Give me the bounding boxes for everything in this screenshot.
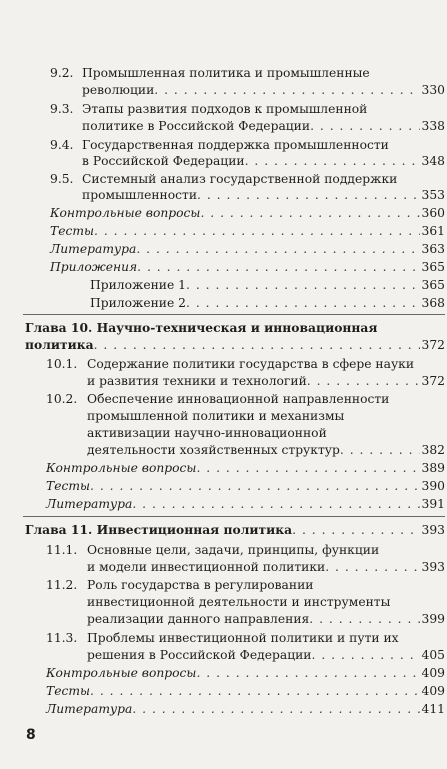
leader-dots bbox=[136, 241, 419, 257]
entry-title-line: революции bbox=[82, 83, 155, 97]
entry-title-line: Контрольные вопросы bbox=[46, 666, 197, 680]
entry-page: 409 bbox=[421, 666, 445, 680]
chapter-page: 393 bbox=[421, 523, 445, 537]
entry-number: 9.5. bbox=[50, 172, 74, 186]
entry-title-line: Тесты bbox=[50, 224, 95, 238]
chapter-page: 372 bbox=[421, 338, 445, 352]
leader-dots bbox=[186, 277, 420, 293]
leader-dots bbox=[196, 460, 419, 476]
entry-page: 391 bbox=[421, 497, 445, 511]
entry-page: 365 bbox=[421, 260, 445, 274]
entry-title-line: реализации данного направления bbox=[87, 612, 310, 626]
entry-page: 390 bbox=[421, 479, 445, 493]
entry-title-line: Контрольные вопросы bbox=[46, 461, 197, 475]
leader-dots bbox=[245, 153, 420, 169]
entry-page: 409 bbox=[421, 684, 445, 698]
toc-entry-review-questions bbox=[50, 205, 445, 221]
leader-dots bbox=[154, 82, 419, 98]
leader-dots bbox=[292, 522, 419, 538]
leader-dots bbox=[90, 478, 419, 494]
leader-dots bbox=[196, 665, 419, 681]
entry-number: 10.1. bbox=[46, 357, 78, 371]
entry-title-line: Литература bbox=[50, 242, 137, 256]
entry-title-line: промышленной политики и механизмы bbox=[87, 409, 345, 423]
toc-entry-literature bbox=[50, 241, 445, 257]
leader-dots bbox=[312, 647, 420, 663]
entry-number: 9.2. bbox=[50, 66, 74, 80]
toc-entry-appendices bbox=[50, 259, 445, 275]
toc-entry-literature bbox=[46, 496, 445, 512]
entry-title-line: активизации научно-инновационной bbox=[87, 426, 327, 440]
page-number: 8 bbox=[26, 727, 36, 743]
entry-title-line: Тесты bbox=[46, 479, 91, 493]
entry-title-line: Литература bbox=[46, 497, 133, 511]
entry-title-line: Роль государства в регулировании bbox=[87, 578, 314, 592]
entry-page: 338 bbox=[421, 119, 445, 133]
entry-page: 382 bbox=[421, 443, 445, 457]
chapter-title-line: Глава 11. Инвестиционная политика bbox=[25, 522, 293, 537]
chapter-heading bbox=[25, 522, 445, 538]
entry-number: 11.3. bbox=[46, 631, 78, 645]
entry-page: 372 bbox=[421, 374, 445, 388]
entry-page: 368 bbox=[421, 296, 445, 310]
entry-page: 348 bbox=[421, 154, 445, 168]
toc-entry-tests bbox=[46, 478, 445, 494]
entry-page: 389 bbox=[421, 461, 445, 475]
entry-title-line: Этапы развития подходов к промышленной bbox=[82, 102, 368, 116]
leader-dots bbox=[310, 118, 419, 134]
entry-page: 365 bbox=[421, 278, 445, 292]
toc-entry-review-questions bbox=[46, 665, 445, 681]
entry-title-line: Проблемы инвестиционной политики и пути их bbox=[87, 631, 399, 645]
chapter-title-line: политика bbox=[25, 337, 94, 352]
toc-entry-appendix-2 bbox=[90, 295, 445, 311]
entry-page: 411 bbox=[421, 702, 445, 716]
leader-dots bbox=[197, 187, 419, 203]
entry-number: 9.3. bbox=[50, 102, 74, 116]
leader-dots bbox=[132, 496, 419, 512]
leader-dots bbox=[309, 611, 419, 627]
entry-page: 393 bbox=[421, 560, 445, 574]
entry-page: 363 bbox=[421, 242, 445, 256]
entry-title-line: в Российской Федерации bbox=[82, 154, 245, 168]
entry-title-line: Контрольные вопросы bbox=[50, 206, 201, 220]
entry-title-line: Промышленная политика и промышленные bbox=[82, 66, 370, 80]
entry-title-line: промышленности bbox=[82, 188, 198, 202]
entry-number: 11.1. bbox=[46, 543, 78, 557]
entry-title-line: деятельности хозяйственных структур bbox=[87, 443, 340, 457]
entry-page: 360 bbox=[421, 206, 445, 220]
toc-entry-literature bbox=[46, 701, 445, 717]
entry-page: 361 bbox=[421, 224, 445, 238]
entry-title-line: решения в Российской Федерации bbox=[87, 648, 312, 662]
entry-title-line: инвестиционной деятельности и инструменты bbox=[87, 595, 391, 609]
entry-title-line: Основные цели, задачи, принципы, функции bbox=[87, 543, 380, 557]
toc-entry-review-questions bbox=[46, 460, 445, 476]
entry-page: 353 bbox=[421, 188, 445, 202]
toc-entry-tests bbox=[50, 223, 445, 239]
section-divider bbox=[23, 516, 445, 517]
entry-number: 10.2. bbox=[46, 392, 78, 406]
leader-dots bbox=[137, 259, 419, 275]
entry-title-line: и развития техники и технологий bbox=[87, 374, 307, 388]
entry-title-line: Литература bbox=[46, 702, 133, 716]
leader-dots bbox=[90, 683, 419, 699]
entry-title-line: Тесты bbox=[46, 684, 91, 698]
entry-title-line: Обеспечение инновационной направленности bbox=[87, 392, 390, 406]
leader-dots bbox=[307, 373, 420, 389]
entry-page: 405 bbox=[421, 648, 445, 662]
entry-page: 330 bbox=[421, 83, 445, 97]
entry-number: 11.2. bbox=[46, 578, 78, 592]
entry-title-line: Приложение 1 bbox=[90, 278, 186, 292]
leader-dots bbox=[132, 701, 419, 717]
leader-dots bbox=[200, 205, 419, 221]
toc-entry-appendix-1 bbox=[90, 277, 445, 293]
entry-title-line: Приложения bbox=[50, 260, 138, 274]
leader-dots bbox=[94, 337, 420, 353]
leader-dots bbox=[340, 442, 420, 458]
toc-entry-tests bbox=[46, 683, 445, 699]
leader-dots bbox=[325, 559, 419, 575]
entry-title-line: политике в Российской Федерации bbox=[82, 119, 311, 133]
entry-number: 9.4. bbox=[50, 138, 74, 152]
entry-title-line: Содержание политики государства в сфере науки bbox=[87, 357, 415, 371]
entry-title-line: Государственная поддержка промышленности bbox=[82, 138, 389, 152]
entry-title-line: и модели инвестиционной политики bbox=[87, 560, 326, 574]
chapter-title-line: Глава 10. Научно-техническая и инновационная bbox=[25, 320, 378, 335]
section-divider bbox=[23, 314, 445, 315]
entry-page: 399 bbox=[421, 612, 445, 626]
entry-title-line: Системный анализ государственной поддержки bbox=[82, 172, 398, 186]
entry-title-line: Приложение 2 bbox=[90, 296, 186, 310]
leader-dots bbox=[94, 223, 419, 239]
leader-dots bbox=[186, 295, 420, 311]
